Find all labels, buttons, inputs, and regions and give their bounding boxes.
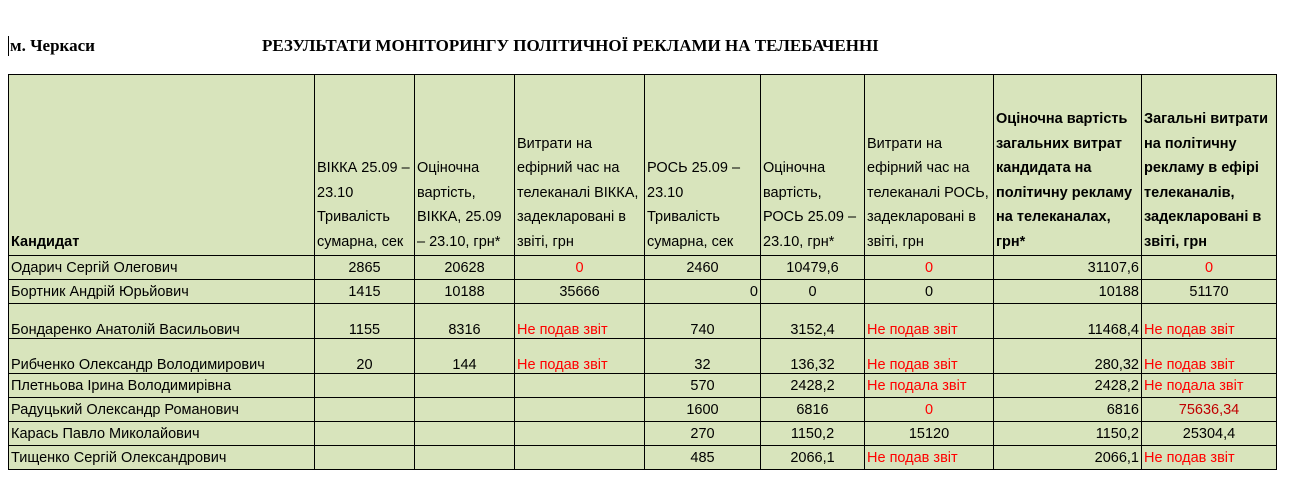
table-row [9, 398, 1277, 422]
vikka-duration: 1415 [315, 280, 415, 304]
vikka-declared [515, 398, 645, 422]
vikka-declared [515, 374, 645, 398]
vikka-estimate: 8316 [415, 304, 515, 339]
total-declared: 75636,34 [1142, 398, 1277, 422]
table-row [9, 256, 1277, 280]
ros-duration: 2460 [645, 256, 761, 280]
vikka-declared: 0 [515, 256, 645, 280]
ros-declared: Не подав звіт [865, 304, 994, 339]
total-estimate: 2066,1 [994, 446, 1142, 470]
candidate-name: Тищенко Сергій Олександрович [9, 446, 315, 470]
column-header-vikka-declared: Витрати на ефірний час на телеканалі ВІККА, задекларовані в звіті, грн [515, 75, 645, 256]
ros-duration: 270 [645, 422, 761, 446]
ros-estimate: 1150,2 [761, 422, 865, 446]
column-header-vikka-duration: ВІККА 25.09 – 23.10 Тривалість сумарна, сек [315, 75, 415, 256]
total-declared: 0 [1142, 256, 1277, 280]
vikka-declared [515, 446, 645, 470]
table-header-row [9, 75, 1277, 256]
vikka-duration [315, 446, 415, 470]
ros-estimate: 0 [761, 280, 865, 304]
vikka-duration: 1155 [315, 304, 415, 339]
total-estimate: 2428,2 [994, 374, 1142, 398]
table-row [9, 280, 1277, 304]
vikka-estimate [415, 446, 515, 470]
total-estimate: 6816 [994, 398, 1142, 422]
ros-estimate: 6816 [761, 398, 865, 422]
ros-estimate: 136,32 [761, 339, 865, 374]
candidate-name: Одарич Сергій Олегович [9, 256, 315, 280]
ros-declared: Не подала звіт [865, 374, 994, 398]
ros-duration: 1600 [645, 398, 761, 422]
total-estimate: 11468,4 [994, 304, 1142, 339]
candidate-name: Радуцький Олександр Романович [9, 398, 315, 422]
monitoring-table [8, 74, 1277, 470]
column-header-total-declared: Загальні витрати на політичну рекламу в ефірі телеканалів, задекларовані в звіті, грн [1142, 75, 1277, 256]
vikka-estimate [415, 374, 515, 398]
ros-duration: 0 [645, 280, 761, 304]
ros-declared: 0 [865, 280, 994, 304]
total-declared: Не подав звіт [1142, 339, 1277, 374]
total-estimate: 280,32 [994, 339, 1142, 374]
vikka-estimate: 144 [415, 339, 515, 374]
ros-declared: 0 [865, 256, 994, 280]
ros-estimate: 10479,6 [761, 256, 865, 280]
ros-declared: Не подав звіт [865, 339, 994, 374]
vikka-duration: 20 [315, 339, 415, 374]
total-estimate: 31107,6 [994, 256, 1142, 280]
candidate-name: Рибченко Олександр Володимирович [9, 339, 315, 374]
ros-estimate: 2066,1 [761, 446, 865, 470]
ros-declared: 15120 [865, 422, 994, 446]
column-header-ros-estimate: Оціночна вартість, РОСЬ 25.09 – 23.10, грн* [761, 75, 865, 256]
vikka-estimate [415, 398, 515, 422]
ros-declared: Не подав звіт [865, 446, 994, 470]
ros-declared: 0 [865, 398, 994, 422]
table-row [9, 339, 1277, 374]
vikka-duration [315, 398, 415, 422]
vikka-duration: 2865 [315, 256, 415, 280]
table-row [9, 446, 1277, 470]
column-header-vikka-estimate: Оціночна вартість, ВІККА, 25.09 – 23.10, грн* [415, 75, 515, 256]
vikka-estimate: 10188 [415, 280, 515, 304]
ros-duration: 32 [645, 339, 761, 374]
vikka-estimate: 20628 [415, 256, 515, 280]
ros-estimate: 3152,4 [761, 304, 865, 339]
total-declared: Не подав звіт [1142, 446, 1277, 470]
table-row [9, 422, 1277, 446]
candidate-name: Бортник Андрій Юрьйович [9, 280, 315, 304]
vikka-duration [315, 422, 415, 446]
vikka-duration [315, 374, 415, 398]
vikka-declared [515, 422, 645, 446]
total-declared: Не подала звіт [1142, 374, 1277, 398]
vikka-declared: Не подав звіт [515, 339, 645, 374]
ros-duration: 740 [645, 304, 761, 339]
candidate-name: Карась Павло Миколайович [9, 422, 315, 446]
vikka-estimate [415, 422, 515, 446]
ros-duration: 570 [645, 374, 761, 398]
column-header-total-estimate: Оціночна вартість загальних витрат кандидата на політичну рекламу на телеканалах, грн* [994, 75, 1142, 256]
candidate-name: Бондаренко Анатолій Васильович [9, 304, 315, 339]
total-declared: 51170 [1142, 280, 1277, 304]
report-title: РЕЗУЛЬТАТИ МОНІТОРИНГУ ПОЛІТИЧНОЇ РЕКЛАМИ НА ТЕЛЕБАЧЕННІ [262, 36, 879, 55]
ros-duration: 485 [645, 446, 761, 470]
total-estimate: 1150,2 [994, 422, 1142, 446]
column-header-ros-duration: РОСЬ 25.09 – 23.10 Тривалість сумарна, сек [645, 75, 761, 256]
total-declared: 25304,4 [1142, 422, 1277, 446]
city-label: м. Черкаси [10, 36, 95, 55]
table-row [9, 304, 1277, 339]
column-header-candidate: Кандидат [9, 75, 315, 256]
vikka-declared: 35666 [515, 280, 645, 304]
vikka-declared: Не подав звіт [515, 304, 645, 339]
table-row [9, 374, 1277, 398]
candidate-name: Плетньова Ірина Володимирівна [9, 374, 315, 398]
column-header-ros-declared: Витрати на ефірний час на телеканалі РОСЬ, задекларовані в звіті, грн [865, 75, 994, 256]
total-declared: Не подав звіт [1142, 304, 1277, 339]
total-estimate: 10188 [994, 280, 1142, 304]
ros-estimate: 2428,2 [761, 374, 865, 398]
